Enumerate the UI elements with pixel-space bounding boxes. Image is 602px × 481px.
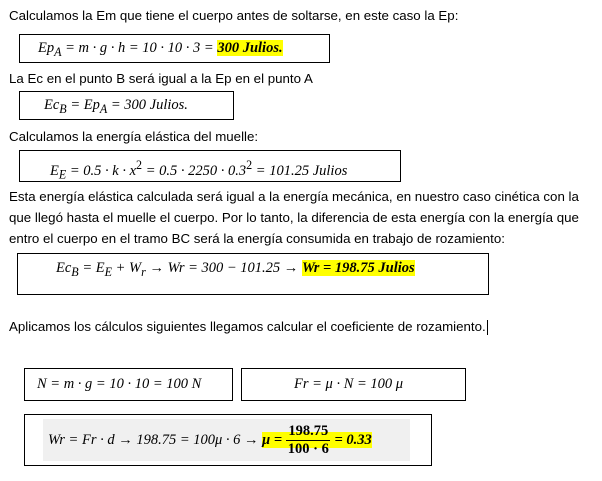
eq4-sub3: r	[141, 264, 146, 279]
eq3-sub: E	[58, 167, 67, 182]
eq2-sub2: A	[99, 101, 108, 116]
eq7-lhs: Wr = Fr · d → 198.75 = 100μ · 6 →	[48, 432, 263, 448]
intro-paragraph-ep: Calculamos la Em que tiene el cuerpo antes de soltarse, en este caso la Ep:	[9, 8, 459, 23]
eq7-numerator: 198.75	[288, 423, 329, 440]
eq7-denominator: 100 · 6	[287, 441, 329, 458]
equation-mu	[48, 423, 372, 457]
eq3-sup2: 2	[246, 158, 253, 172]
equation-ep	[38, 39, 283, 61]
eq5-text: N = m · g = 10 · 10 = 100 N	[37, 376, 202, 392]
equation-friction-work	[56, 259, 415, 281]
eq3-mid2: = 0.5 · 2250 · 0.3	[142, 162, 247, 179]
eq4-mid3: → Wr = 300 − 101.25 →	[145, 260, 302, 276]
eq2-rhs: = 300 Julios.	[107, 97, 188, 113]
eq7-mu: μ =	[262, 432, 286, 448]
eq6-text: Fr = μ · N = 100 μ	[294, 376, 404, 392]
paragraph-elastic: Calculamos la energía elástica del muelle:	[9, 129, 259, 144]
eq4-lhs: Ec	[56, 260, 72, 276]
paragraph-ec-b: La Ec en el punto B será igual a la Ep en el punto A	[9, 71, 313, 86]
eq2-mid: = Ep	[66, 97, 100, 113]
paragraph-friction-energy: Esta energía elástica calculada será igual a la energía mecánica, en nuestro caso cinética con la que llegó hasta el muelle el cuerpo. Por lo tanto, la diferencia de esta energía con la energía que entro el cuerpo en el tramo BC será la energía consumida en trabajo de rozamiento:	[9, 189, 579, 246]
eq7-result: = 0.33	[330, 432, 372, 448]
equation-normal	[37, 375, 201, 393]
eq1-lhs: Ep	[38, 40, 55, 56]
eq3-lhs: E	[50, 162, 59, 179]
eq1-mid: = m · g · h = 10 · 10 · 3 =	[61, 40, 218, 56]
eq1-sub: A	[54, 44, 62, 59]
eq2-lhs: Ec	[44, 97, 60, 113]
p5-text: Aplicamos los cálculos siguientes llegamos calcular el coeficiente de rozamiento.	[9, 319, 486, 334]
eq1-result: 300 Julios.	[217, 40, 283, 56]
eq4-sub1: B	[71, 264, 79, 279]
text-cursor	[487, 320, 488, 335]
eq4-result: Wr = 198.75 Julios	[301, 260, 415, 276]
eq3-mid1: = 0.5 · k · x	[66, 162, 137, 179]
eq3-sup1: 2	[136, 158, 143, 172]
eq2-sub1: B	[59, 101, 67, 116]
eq4-mid2: + W	[111, 260, 142, 276]
equation-friction-force	[294, 375, 403, 393]
eq3-rhs: = 101.25 Julios	[252, 162, 348, 179]
eq4-sub2: E	[104, 264, 112, 279]
eq4-mid1: = E	[78, 260, 105, 276]
eq7-fraction	[286, 424, 331, 457]
equation-elastic	[50, 156, 347, 184]
equation-ec-b	[44, 96, 188, 118]
paragraph-coefficient	[9, 318, 488, 337]
